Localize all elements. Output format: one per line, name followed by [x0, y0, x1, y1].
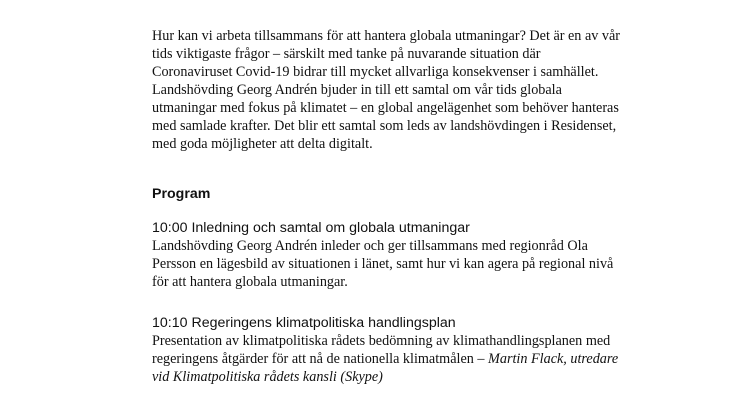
agenda-item	[152, 220, 622, 291]
agenda-item-description	[152, 332, 622, 386]
agenda-item-title: 10:00 Inledning och samtal om globala utmaningar	[152, 220, 470, 236]
program-heading: Program	[152, 186, 211, 202]
agenda-item	[152, 315, 622, 386]
document-page	[152, 27, 622, 385]
agenda-item-title: 10:10 Regeringens klimatpolitiska handlingsplan	[152, 315, 456, 331]
agenda-item-speaker: Martin Flack, utredare vid Klimatpolitiska rådets kansli (Skype)	[152, 351, 619, 385]
agenda-item-description-text: Presentation av klimatpolitiska rådets bedömning av klimathandlingsplanen med regeringens åtgärder för att nå de nationella klimatmålen –	[152, 333, 611, 367]
intro-paragraph: Hur kan vi arbeta tillsammans för att hantera globala utmaningar? Det är en av vår tids viktigaste frågor – särskilt med tanke på nuvarande situation där Coronaviruset Covid-19 bidrar till mycket allvarliga konsekvenser i samhället. Landshövding Georg Andrén bjuder in till ett samtal om vår tids globala utmaningar med fokus på klimatet – en global angelägenhet som behöver hanteras med samlade krafter. Det blir ett samtal som leds av landshövdingen i Residenset, med goda möjligheter att delta digitalt.	[152, 28, 621, 152]
agenda-item-description: Landshövding Georg Andrén inleder och ger tillsammans med regionråd Ola Persson en lägesbild av situationen i länet, samt hur vi kan agera på regional nivå för att hantera globala utmaningar.	[152, 238, 614, 290]
